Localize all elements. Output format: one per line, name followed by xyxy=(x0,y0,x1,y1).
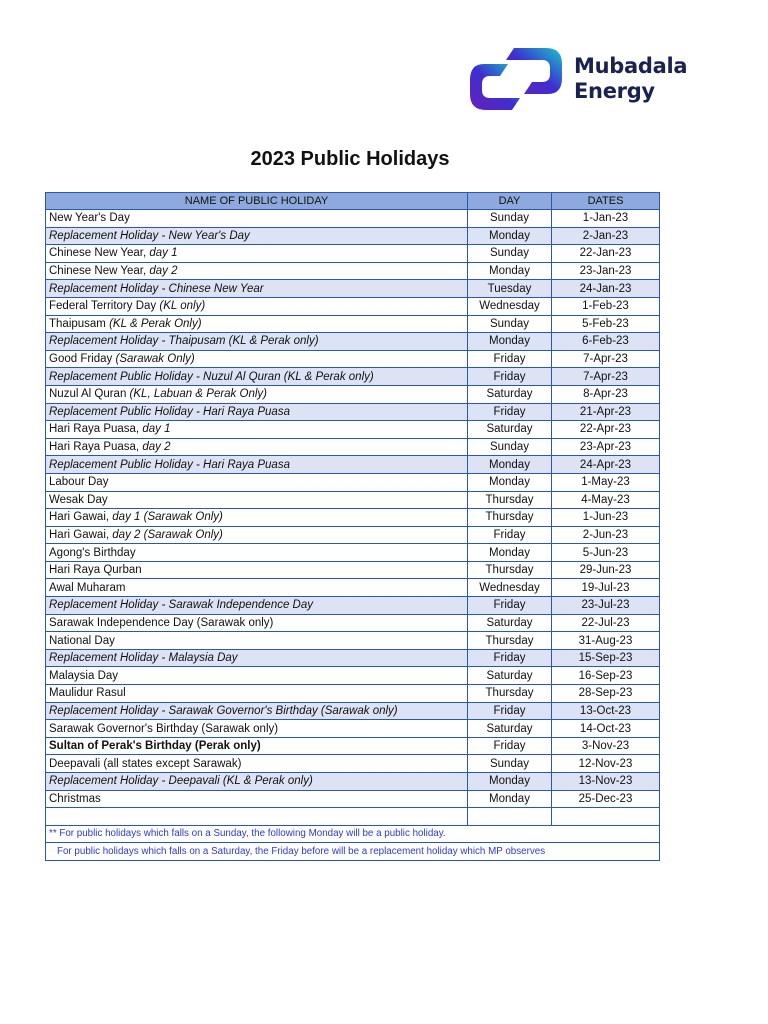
holiday-date: 31-Aug-23 xyxy=(552,632,660,650)
mubadala-mark-icon xyxy=(470,46,564,112)
holiday-name xyxy=(46,509,468,527)
table-row xyxy=(46,702,660,720)
holiday-name-text: Maulidur Rasul xyxy=(49,687,126,700)
table-row xyxy=(46,597,660,615)
holiday-date: 23-Jul-23 xyxy=(552,597,660,615)
holiday-day: Tuesday xyxy=(468,280,552,298)
holiday-date: 23-Jan-23 xyxy=(552,262,660,280)
holiday-name xyxy=(46,790,468,808)
holiday-name xyxy=(46,614,468,632)
holiday-day: Saturday xyxy=(468,667,552,685)
holiday-name-text: Hari Raya Qurban xyxy=(49,564,142,577)
holiday-day: Friday xyxy=(468,368,552,386)
brand-line-2: Energy xyxy=(574,79,655,103)
holiday-name xyxy=(46,280,468,298)
table-row xyxy=(46,403,660,421)
holiday-name-qualifier: day 2 xyxy=(142,441,171,454)
brand-logo xyxy=(470,46,687,112)
table-row xyxy=(46,509,660,527)
table-row xyxy=(46,579,660,597)
holiday-day: Monday xyxy=(468,333,552,351)
holiday-day: Sunday xyxy=(468,245,552,263)
holiday-name xyxy=(46,773,468,791)
holiday-name xyxy=(46,350,468,368)
holiday-name-text: Replacement Holiday - Malaysia Day xyxy=(49,652,238,665)
header-name: NAME OF PUBLIC HOLIDAY xyxy=(46,193,468,210)
holiday-name xyxy=(46,262,468,280)
blank-cell xyxy=(552,808,660,826)
holiday-date: 1-Jan-23 xyxy=(552,210,660,228)
blank-cell xyxy=(468,808,552,826)
table-row xyxy=(46,350,660,368)
holiday-day: Monday xyxy=(468,262,552,280)
holiday-day: Monday xyxy=(468,790,552,808)
holiday-name-text: Hari Gawai, xyxy=(49,511,113,524)
holiday-name-text: Chinese New Year, xyxy=(49,265,150,278)
table-row xyxy=(46,333,660,351)
holiday-name-text: Replacement Public Holiday - Hari Raya Puasa xyxy=(49,458,290,471)
holiday-day: Thursday xyxy=(468,509,552,527)
holiday-date: 21-Apr-23 xyxy=(552,403,660,421)
holiday-name xyxy=(46,720,468,738)
holiday-date: 22-Apr-23 xyxy=(552,421,660,439)
blank-cell xyxy=(46,808,468,826)
holiday-name xyxy=(46,632,468,650)
table-row xyxy=(46,438,660,456)
holiday-day: Wednesday xyxy=(468,579,552,597)
holiday-date: 12-Nov-23 xyxy=(552,755,660,773)
holiday-name xyxy=(46,561,468,579)
table-row xyxy=(46,720,660,738)
holiday-date: 1-May-23 xyxy=(552,473,660,491)
table-row xyxy=(46,227,660,245)
table-row xyxy=(46,790,660,808)
holiday-date: 8-Apr-23 xyxy=(552,385,660,403)
holiday-date: 7-Apr-23 xyxy=(552,350,660,368)
header-dates: DATES xyxy=(552,193,660,210)
table-row xyxy=(46,737,660,755)
holiday-name xyxy=(46,438,468,456)
holiday-name xyxy=(46,421,468,439)
holiday-day: Friday xyxy=(468,526,552,544)
table-row xyxy=(46,245,660,263)
holiday-day: Wednesday xyxy=(468,297,552,315)
holiday-date: 6-Feb-23 xyxy=(552,333,660,351)
holiday-date: 14-Oct-23 xyxy=(552,720,660,738)
holiday-date: 23-Apr-23 xyxy=(552,438,660,456)
table-row xyxy=(46,280,660,298)
holiday-name xyxy=(46,368,468,386)
holiday-date: 5-Feb-23 xyxy=(552,315,660,333)
holiday-name-qualifier: day 2 xyxy=(149,265,178,278)
holiday-name xyxy=(46,649,468,667)
holiday-name-text: Replacement Holiday - New Year's Day xyxy=(49,229,250,242)
holiday-day: Sunday xyxy=(468,210,552,228)
holiday-name xyxy=(46,333,468,351)
holiday-name xyxy=(46,755,468,773)
holiday-day: Friday xyxy=(468,737,552,755)
holiday-name-qualifier: (Sarawak Only) xyxy=(115,353,195,366)
holiday-name-qualifier: day 1 xyxy=(149,247,178,260)
holiday-day: Friday xyxy=(468,649,552,667)
holiday-name-qualifier: (KL & Perak Only) xyxy=(109,317,202,330)
holiday-date: 19-Jul-23 xyxy=(552,579,660,597)
holiday-name-text: Sarawak Independence Day (Sarawak only) xyxy=(49,616,274,629)
holiday-day: Friday xyxy=(468,597,552,615)
holiday-name-text: Labour Day xyxy=(49,476,109,489)
table-row xyxy=(46,421,660,439)
holiday-name-text: Replacement Holiday - Chinese New Year xyxy=(49,282,264,295)
table-row xyxy=(46,315,660,333)
holiday-date: 15-Sep-23 xyxy=(552,649,660,667)
holiday-name-text: Hari Raya Puasa, xyxy=(49,441,143,454)
holiday-name-text: Agong's Birthday xyxy=(49,546,136,559)
holiday-date: 1-Jun-23 xyxy=(552,509,660,527)
holiday-name-text: Replacement Holiday - Deepavali (KL & Perak only) xyxy=(49,775,313,788)
holiday-date: 3-Nov-23 xyxy=(552,737,660,755)
holiday-date: 24-Jan-23 xyxy=(552,280,660,298)
table-row xyxy=(46,773,660,791)
table-row xyxy=(46,262,660,280)
holiday-day: Friday xyxy=(468,403,552,421)
blank-row xyxy=(46,808,660,826)
holiday-day: Saturday xyxy=(468,720,552,738)
holiday-name xyxy=(46,737,468,755)
table-row xyxy=(46,385,660,403)
holiday-day: Friday xyxy=(468,350,552,368)
holiday-day: Sunday xyxy=(468,438,552,456)
note-row xyxy=(46,825,660,843)
holiday-name-text: Chinese New Year, xyxy=(49,247,150,260)
holiday-day: Sunday xyxy=(468,755,552,773)
holiday-name xyxy=(46,597,468,615)
holiday-day: Thursday xyxy=(468,685,552,703)
holiday-name-text: Federal Territory Day xyxy=(49,300,160,313)
note-row xyxy=(46,843,660,861)
holiday-day: Monday xyxy=(468,544,552,562)
table-row xyxy=(46,667,660,685)
holiday-day: Thursday xyxy=(468,491,552,509)
holiday-name xyxy=(46,702,468,720)
table-row xyxy=(46,544,660,562)
table-row xyxy=(46,685,660,703)
holiday-name-text: Good Friday xyxy=(49,353,116,366)
holiday-name xyxy=(46,245,468,263)
holiday-date: 2-Jan-23 xyxy=(552,227,660,245)
note-sunday: ** For public holidays which falls on a Sunday, the following Monday will be a public holiday. xyxy=(46,825,660,843)
table-row xyxy=(46,473,660,491)
holiday-name xyxy=(46,491,468,509)
holiday-name xyxy=(46,667,468,685)
holiday-name-text: Replacement Holiday - Sarawak Governor's Birthday (Sarawak only) xyxy=(49,704,398,717)
table-row xyxy=(46,368,660,386)
holiday-name-text: Sarawak Governor's Birthday (Sarawak only) xyxy=(49,722,279,735)
holiday-name-text: Wesak Day xyxy=(49,493,108,506)
holiday-day: Saturday xyxy=(468,421,552,439)
table-row xyxy=(46,632,660,650)
note-saturday: For public holidays which falls on a Saturday, the Friday before will be a replacement holiday which MP observes xyxy=(46,843,660,861)
holiday-name-text: Christmas xyxy=(49,792,101,805)
table-header-row xyxy=(46,193,660,210)
holiday-date: 4-May-23 xyxy=(552,491,660,509)
holiday-name xyxy=(46,544,468,562)
header-day: DAY xyxy=(468,193,552,210)
holiday-name-qualifier: (KL only) xyxy=(159,300,206,313)
holiday-name-text: Replacement Public Holiday - Nuzul Al Quran (KL & Perak only) xyxy=(49,370,374,383)
holiday-date: 13-Nov-23 xyxy=(552,773,660,791)
holiday-name xyxy=(46,297,468,315)
table-row xyxy=(46,456,660,474)
holiday-name-text: Replacement Holiday - Sarawak Independence Day xyxy=(49,599,314,612)
holiday-name-text: Thaipusam xyxy=(49,317,110,330)
table-row xyxy=(46,526,660,544)
holiday-name-qualifier: (KL, Labuan & Perak Only) xyxy=(129,388,267,401)
table-row xyxy=(46,210,660,228)
holiday-name-text: National Day xyxy=(49,634,115,647)
holiday-date: 25-Dec-23 xyxy=(552,790,660,808)
holiday-date: 22-Jul-23 xyxy=(552,614,660,632)
holiday-name-text: New Year's Day xyxy=(49,212,130,225)
holiday-name xyxy=(46,456,468,474)
holiday-name xyxy=(46,210,468,228)
holiday-date: 2-Jun-23 xyxy=(552,526,660,544)
brand-line-1: Mubadala xyxy=(574,54,688,78)
holiday-date: 13-Oct-23 xyxy=(552,702,660,720)
holiday-name xyxy=(46,227,468,245)
holiday-name-text: Sultan of Perak's Birthday (Perak only) xyxy=(49,740,261,753)
holiday-name-qualifier: day 1 (Sarawak Only) xyxy=(112,511,223,524)
table-row xyxy=(46,614,660,632)
holiday-day: Sunday xyxy=(468,315,552,333)
brand-wordmark xyxy=(574,54,687,104)
holiday-name-text: Hari Raya Puasa, xyxy=(49,423,143,436)
holiday-day: Saturday xyxy=(468,385,552,403)
holiday-date: 29-Jun-23 xyxy=(552,561,660,579)
holiday-day: Monday xyxy=(468,227,552,245)
table-row xyxy=(46,561,660,579)
holiday-name-text: Awal Muharam xyxy=(49,581,126,594)
holiday-name xyxy=(46,403,468,421)
table-row xyxy=(46,491,660,509)
table-row xyxy=(46,755,660,773)
holiday-name-text: Replacement Public Holiday - Hari Raya Puasa xyxy=(49,405,290,418)
holiday-name-text: Malaysia Day xyxy=(49,669,119,682)
holiday-day: Monday xyxy=(468,456,552,474)
holiday-day: Thursday xyxy=(468,561,552,579)
holiday-day: Monday xyxy=(468,473,552,491)
holiday-name xyxy=(46,526,468,544)
holiday-name-qualifier: day 2 (Sarawak Only) xyxy=(112,528,223,541)
holiday-name-qualifier: day 1 xyxy=(142,423,171,436)
holiday-name-text: Deepavali (all states except Sarawak) xyxy=(49,757,242,770)
holiday-day: Friday xyxy=(468,702,552,720)
holiday-day: Thursday xyxy=(468,632,552,650)
holiday-date: 7-Apr-23 xyxy=(552,368,660,386)
holiday-name xyxy=(46,685,468,703)
holiday-table xyxy=(45,192,660,861)
holiday-name xyxy=(46,579,468,597)
holiday-date: 16-Sep-23 xyxy=(552,667,660,685)
table-row xyxy=(46,297,660,315)
holiday-name xyxy=(46,315,468,333)
holiday-day: Monday xyxy=(468,773,552,791)
holiday-name-text: Replacement Holiday - Thaipusam (KL & Perak only) xyxy=(49,335,319,348)
holiday-name xyxy=(46,385,468,403)
holiday-day: Saturday xyxy=(468,614,552,632)
holiday-name-text: Hari Gawai, xyxy=(49,528,113,541)
holiday-date: 28-Sep-23 xyxy=(552,685,660,703)
holiday-date: 1-Feb-23 xyxy=(552,297,660,315)
holiday-date: 22-Jan-23 xyxy=(552,245,660,263)
page-title: 2023 Public Holidays xyxy=(250,148,450,170)
holiday-date: 24-Apr-23 xyxy=(552,456,660,474)
holiday-name xyxy=(46,473,468,491)
holiday-date: 5-Jun-23 xyxy=(552,544,660,562)
table-row xyxy=(46,649,660,667)
holiday-name-text: Nuzul Al Quran xyxy=(49,388,130,401)
